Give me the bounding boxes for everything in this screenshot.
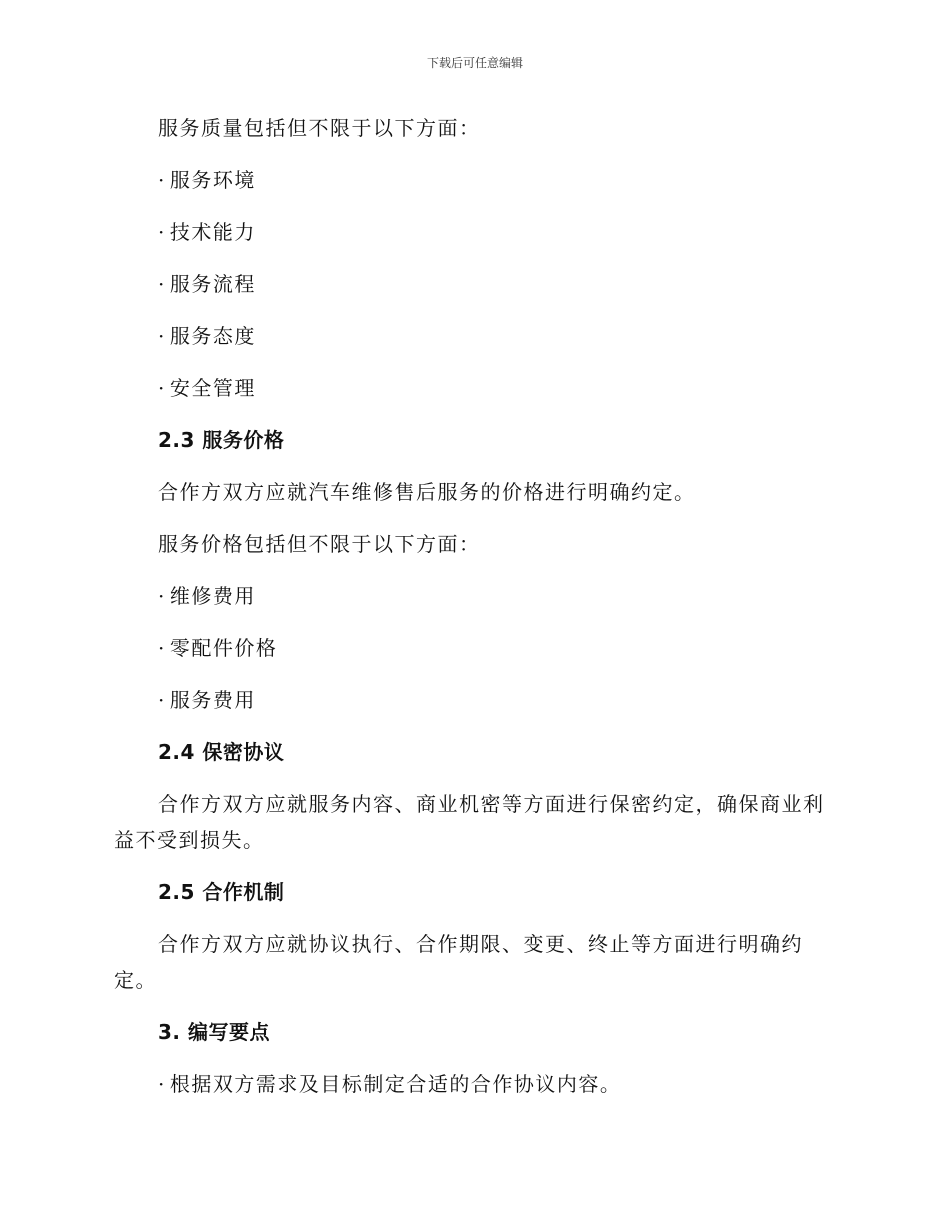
list-item-text: 技术能力 bbox=[169, 220, 256, 244]
list-item bbox=[158, 318, 834, 354]
list-item bbox=[158, 1066, 834, 1102]
bullet-icon: · bbox=[158, 1072, 166, 1096]
document-body bbox=[114, 110, 834, 1118]
list-item bbox=[158, 630, 834, 666]
list-item-text: 零配件价格 bbox=[169, 636, 278, 660]
bullet-icon: · bbox=[158, 376, 166, 400]
bullet-icon: · bbox=[158, 584, 166, 608]
bullet-icon: · bbox=[158, 272, 166, 296]
list-item-text: 服务流程 bbox=[169, 272, 256, 296]
list-item bbox=[158, 162, 834, 198]
section-heading-2-3: 2.3 服务价格 bbox=[158, 428, 285, 452]
bullet-icon: · bbox=[158, 636, 166, 660]
section-heading-2-4: 2.4 保密协议 bbox=[158, 740, 285, 764]
list-item bbox=[158, 578, 834, 614]
list-item-text: 根据双方需求及目标制定合适的合作协议内容。 bbox=[169, 1072, 622, 1096]
list-item-text: 安全管理 bbox=[169, 376, 256, 400]
bullet-icon: · bbox=[158, 220, 166, 244]
page-header: 下载后可任意编辑 bbox=[426, 56, 523, 70]
price-intro: 服务价格包括但不限于以下方面： bbox=[158, 532, 481, 556]
bullet-icon: · bbox=[158, 688, 166, 712]
list-item bbox=[158, 266, 834, 302]
list-item bbox=[158, 214, 834, 250]
list-item-text: 维修费用 bbox=[169, 584, 256, 608]
list-item bbox=[158, 682, 834, 718]
bullet-icon: · bbox=[158, 324, 166, 348]
list-item bbox=[158, 370, 834, 406]
section-heading-2-5: 2.5 合作机制 bbox=[158, 880, 285, 904]
confidentiality-paragraph: 合作方双方应就服务内容、商业机密等方面进行保密约定，确保商业利益不受到损失。 bbox=[114, 792, 825, 852]
quality-intro: 服务质量包括但不限于以下方面： bbox=[158, 116, 481, 140]
bullet-icon: · bbox=[158, 168, 166, 192]
list-item-text: 服务费用 bbox=[169, 688, 256, 712]
cooperation-paragraph: 合作方双方应就协议执行、合作期限、变更、终止等方面进行明确约定。 bbox=[114, 932, 803, 992]
list-item-text: 服务态度 bbox=[169, 324, 256, 348]
section-heading-3: 3. 编写要点 bbox=[158, 1020, 270, 1044]
price-paragraph: 合作方双方应就汽车维修售后服务的价格进行明确约定。 bbox=[158, 480, 696, 504]
list-item-text: 服务环境 bbox=[169, 168, 256, 192]
